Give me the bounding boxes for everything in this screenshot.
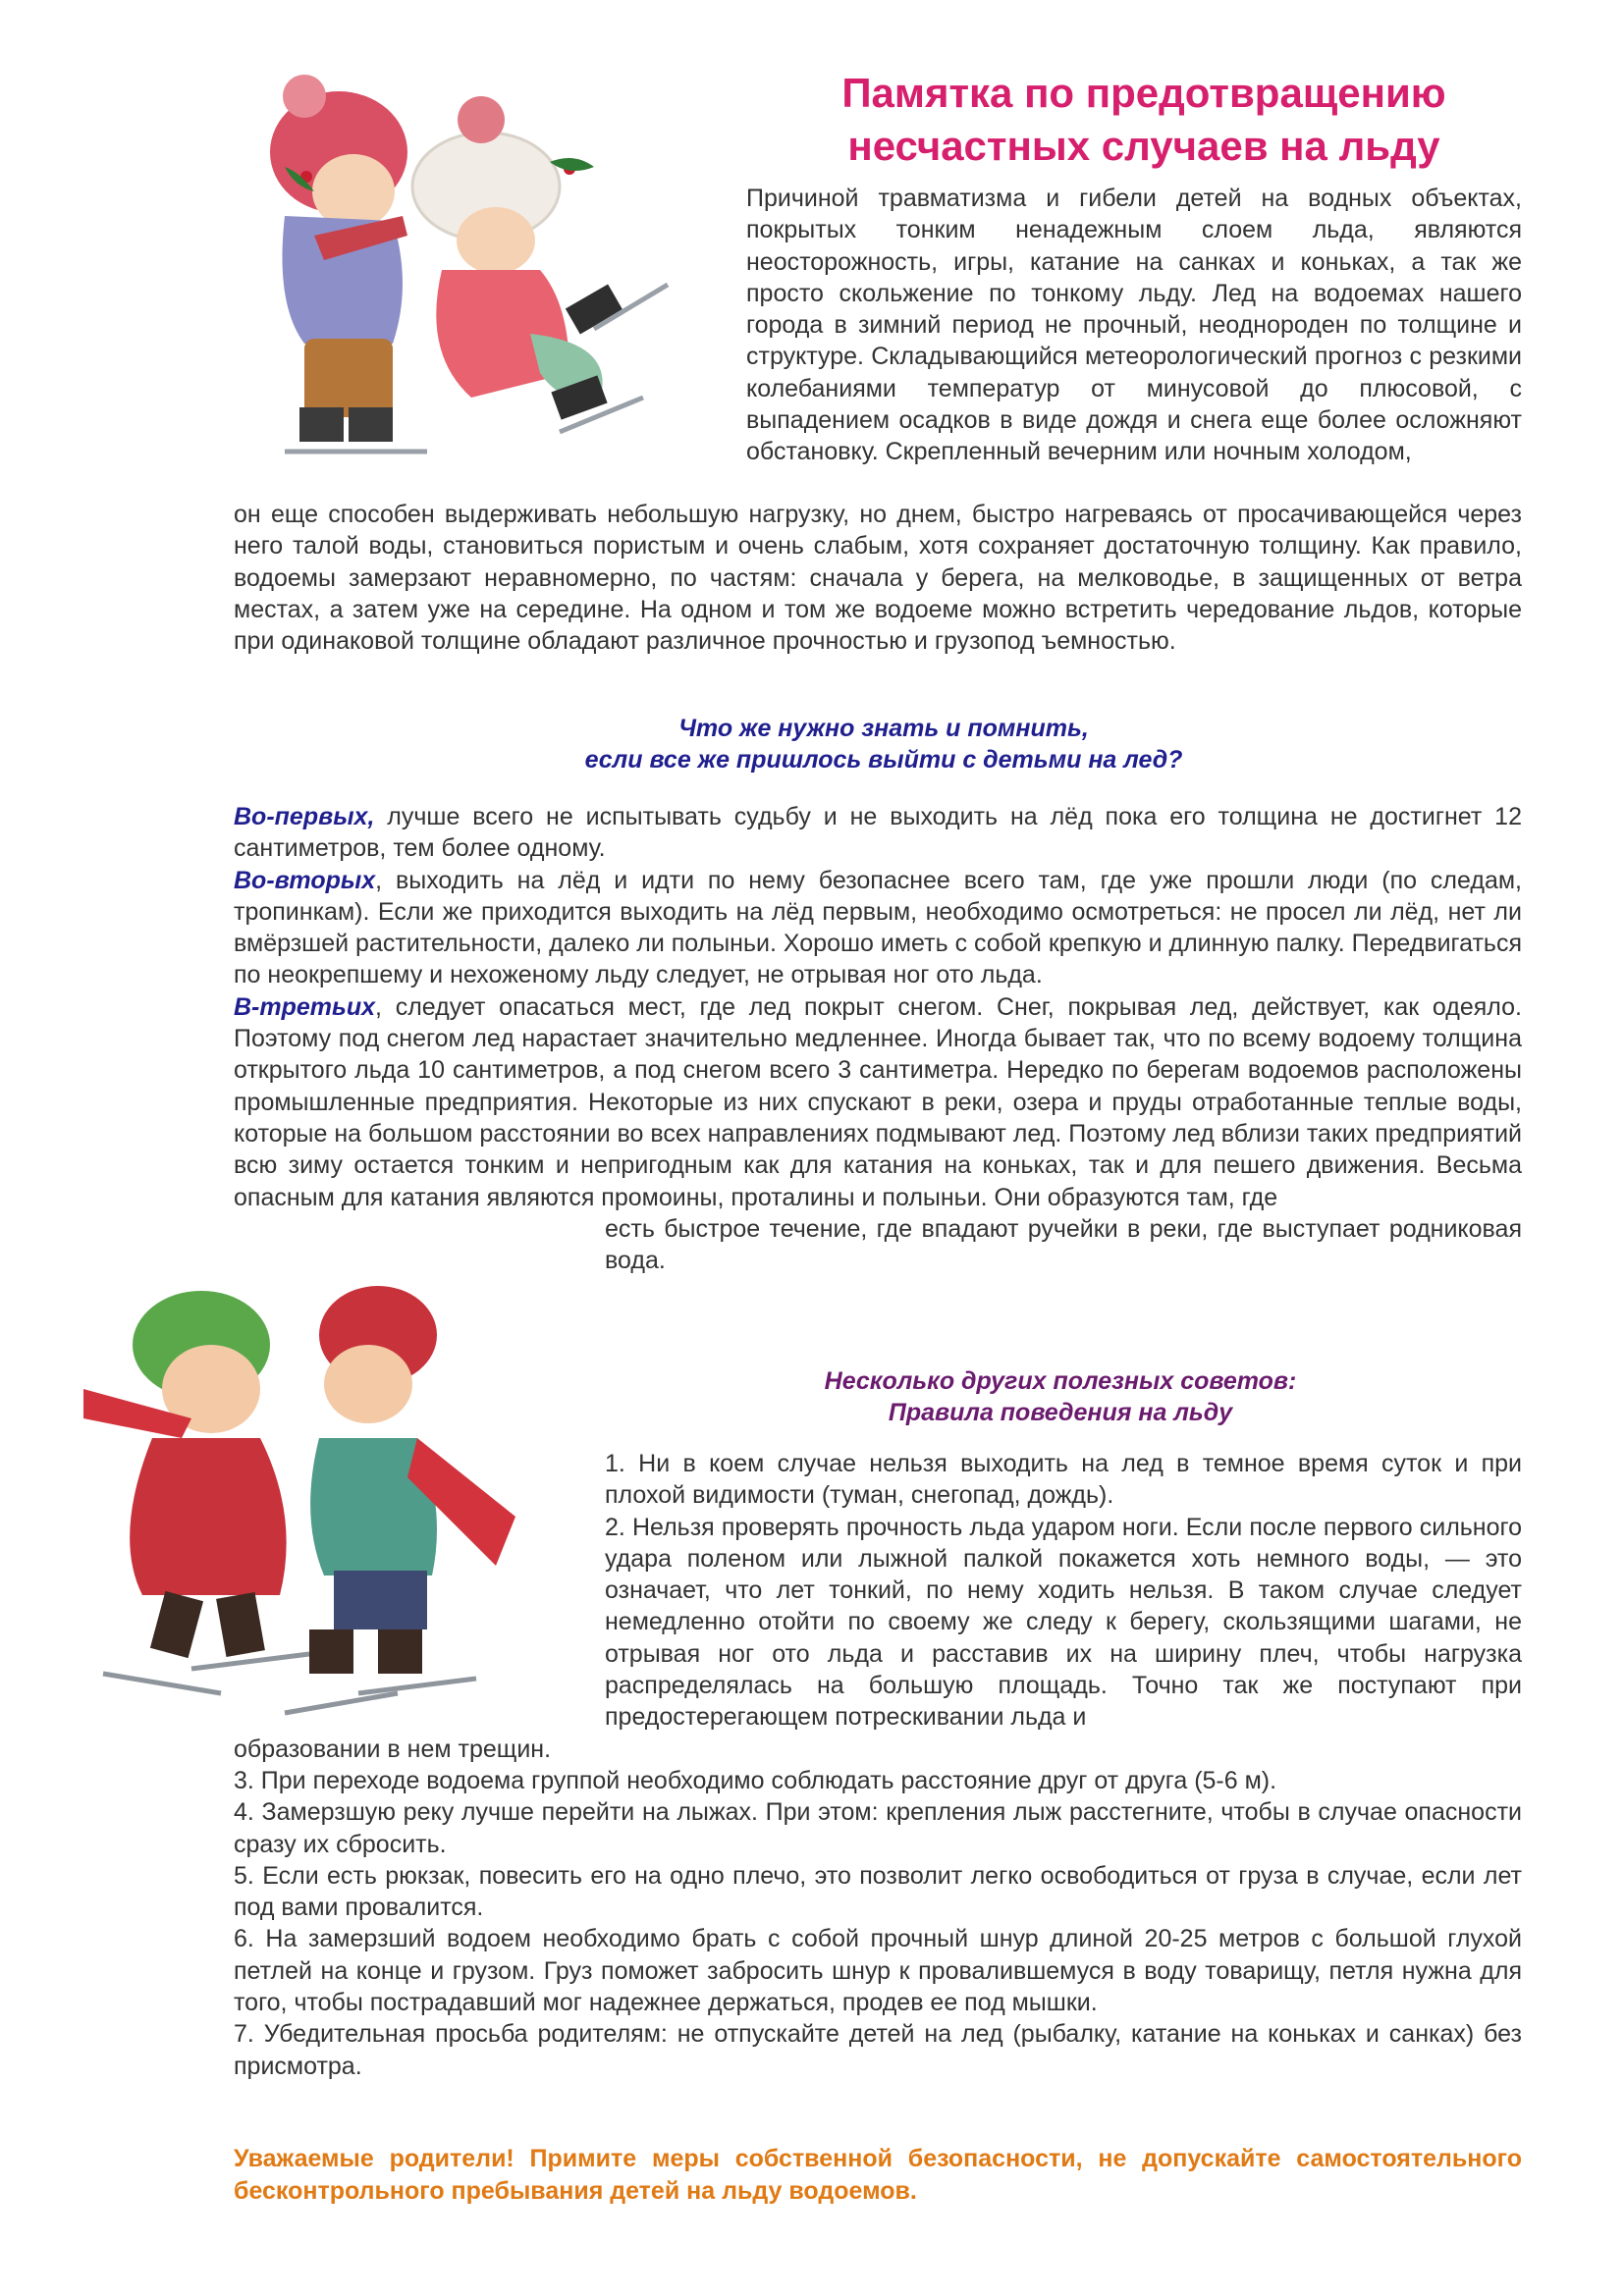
left-child-pants (304, 339, 393, 417)
question-heading (393, 713, 1375, 775)
point-second (234, 865, 1522, 991)
rule-2-continued: образовании в нем трещин. (234, 1735, 552, 1763)
left-child-boot-right (349, 407, 393, 442)
rule-5: 5. Если есть рюкзак, повесить его на одно плечо, это позволит легко освободиться от груза в случае, если лет под вами провалится. (234, 1861, 1522, 1922)
rule-6: 6. На замерзший водоем необходимо брать с собой прочный шнур длиной 20-25 метров с большой глухой петлей на конце и грузом. Груз поможет забросить шнур к провалившемуся в воду товарищу, петля нужна для того, чтобы пострадавший мог надежнее держаться, продев ее под мышки. (234, 1925, 1522, 2017)
rule-4: 4. Замерзшую реку лучше перейти на лыжах. При этом: крепления лыж расстегните, чтобы в случае опасности сразу их сбросить. (234, 1798, 1522, 1858)
left-child-boot-left (299, 407, 344, 442)
point-third-text: , следует опасаться мест, где лед покрыт снегом. Снег, покрывая лед, действует, как одеяло. Поэтому под снегом лед нарастает значительно медленнее. Иногда бывает так, что по всему водоему толщина открытого льда 10 сантиметров, а под снегом всего 3 сантиметра. Нередко по берегам водоемов расположены промышленные предприятия. Некоторые из них спускают в реки, озера и пруды отработанные теплые воды, которые на большом расстоянии во всех направлениях подмывают лед. Поэтому лед вблизи таких предприятий всю зиму остается тонким и непригодным как для катания на коньках, так и для пешего движения. Весьма опасным для катания являются промоины, проталины и полыньи. Они образуются там, где (234, 992, 1523, 1211)
tips-heading (707, 1365, 1414, 1428)
question-line-1: Что же нужно знать и помнить, (678, 715, 1089, 742)
left-child-face (312, 154, 395, 229)
skating-children-illustration (245, 59, 717, 471)
question-line-2: если все же пришлось выйти с детьми на лед? (584, 746, 1183, 774)
rule-2: 2. Нельзя проверять прочность льда ударом ноги. Если после первого сильного удара поленом или лыжной палкой покажется хоть немного воды, — это означает, что лет тонкий, по нему ходить нельзя. В таком случае следует немедленно отойти по своему же следу к берегу, скользящими шагами, не отрывая ног ото льда и расставив их на ширину плеч, чтобы нагрузка распределялась на большую площадь. Точно так же поступают при предостерегающем потрескивании льда и (605, 1513, 1522, 1732)
point-third (234, 991, 1522, 1213)
girl-skate-left (103, 1674, 221, 1693)
left-child-hat-pompom (283, 75, 326, 118)
rules-list (234, 1448, 1522, 2082)
tips-heading-line-2: Правила поведения на льду (888, 1399, 1233, 1426)
point-second-lead: Во-вторых (234, 866, 376, 894)
title-line-1: Памятка по предотвращению (841, 70, 1446, 116)
intro-paragraph-part-1: Причиной травматизма и гибели детей на водных объектах, покрытых тонким ненадежным слоем льда, являются неосторожность, игры, катание на санках и коньках, а так же просто скольжение по тонкому льду. Лед на водоемах нашего города в зимний период не прочный, неоднороден по толщине и структуре. Складывающийся метеорологический прогноз с резкими колебаниями температур от минусовой до плюсовой, с выпадением осадков в виде дождя и снега еще более осложняют обстановку. Скрепленный вечерним или ночным холодом, (746, 185, 1522, 466)
right-child-hat-pompom (458, 96, 505, 143)
point-first (234, 801, 1522, 865)
safety-points (234, 801, 1522, 1276)
tips-heading-line-1: Несколько других полезных советов: (824, 1367, 1297, 1395)
point-second-text: , выходить на лёд и идти по нему безопаснее всего там, где уже прошли люди (по следам, тропинкам). Если же приходится выходить на лёд первым, необходимо осмотреться: не просел ли лёд, нет ли вмёрзшей растительности, далеко ли полыньи. Хорошо иметь с собой крепкую и длинную палку. Передвигаться по неокрепшему и нехоженому льду следует, не отрывая ног ото льда. (234, 866, 1522, 989)
point-third-lead: В-третьих (234, 992, 376, 1021)
point-third-continued: есть быстрое течение, где впадают ручейки в реки, где выступает родниковая вода. (605, 1214, 1522, 1275)
title-line-2: несчастных случаев на льду (847, 123, 1440, 169)
rule-1: 1. Ни в коем случае нельзя выходить на лед в темное время суток и при плохой видимости (туман, снегопад, дождь). (605, 1450, 1522, 1510)
point-first-text: лучше всего не испытывать судьбу и не выходить на лёд пока его толщина не достигнет 12 сантиметров, тем более одному. (234, 803, 1522, 863)
boy-face (324, 1345, 412, 1423)
right-child-face (457, 207, 535, 274)
parents-appeal: Уважаемые родители! Примите меры собственной безопасности, не допускайте самостоятельного бесконтрольного пребывания детей на льду водоемов. (234, 2145, 1522, 2205)
intro-paragraph-part-2: он еще способен выдерживать небольшую нагрузку, но днем, быстро нагреваясь от просачивающейся через него талой воды, становиться пористым и очень слабым, хотя сохраняет достаточную толщину. Как правило, водоемы замерзают неравномерно, по частям: сначала у берега, на мелководье, в защищенных от ветра местах, а затем уже на середине. На одном и том же водоеме можно встретить чередование льдов, которые при одинаковой толщине обладают различное прочностью и грузопод ъемностью. (234, 501, 1522, 656)
skating-children-drawing (245, 59, 717, 471)
page-title (727, 67, 1561, 173)
rule-3: 3. При переходе водоема группой необходимо соблюдать расстояние друг от друга (5-6 м). (234, 1766, 1277, 1794)
point-first-lead: Во-первых, (234, 803, 375, 830)
rule-7: 7. Убедительная просьба родителям: не отпускайте детей на лед (рыбалку, катание на коньках и санках) без присмотра. (234, 2020, 1522, 2080)
girl-boot-left (150, 1591, 203, 1658)
